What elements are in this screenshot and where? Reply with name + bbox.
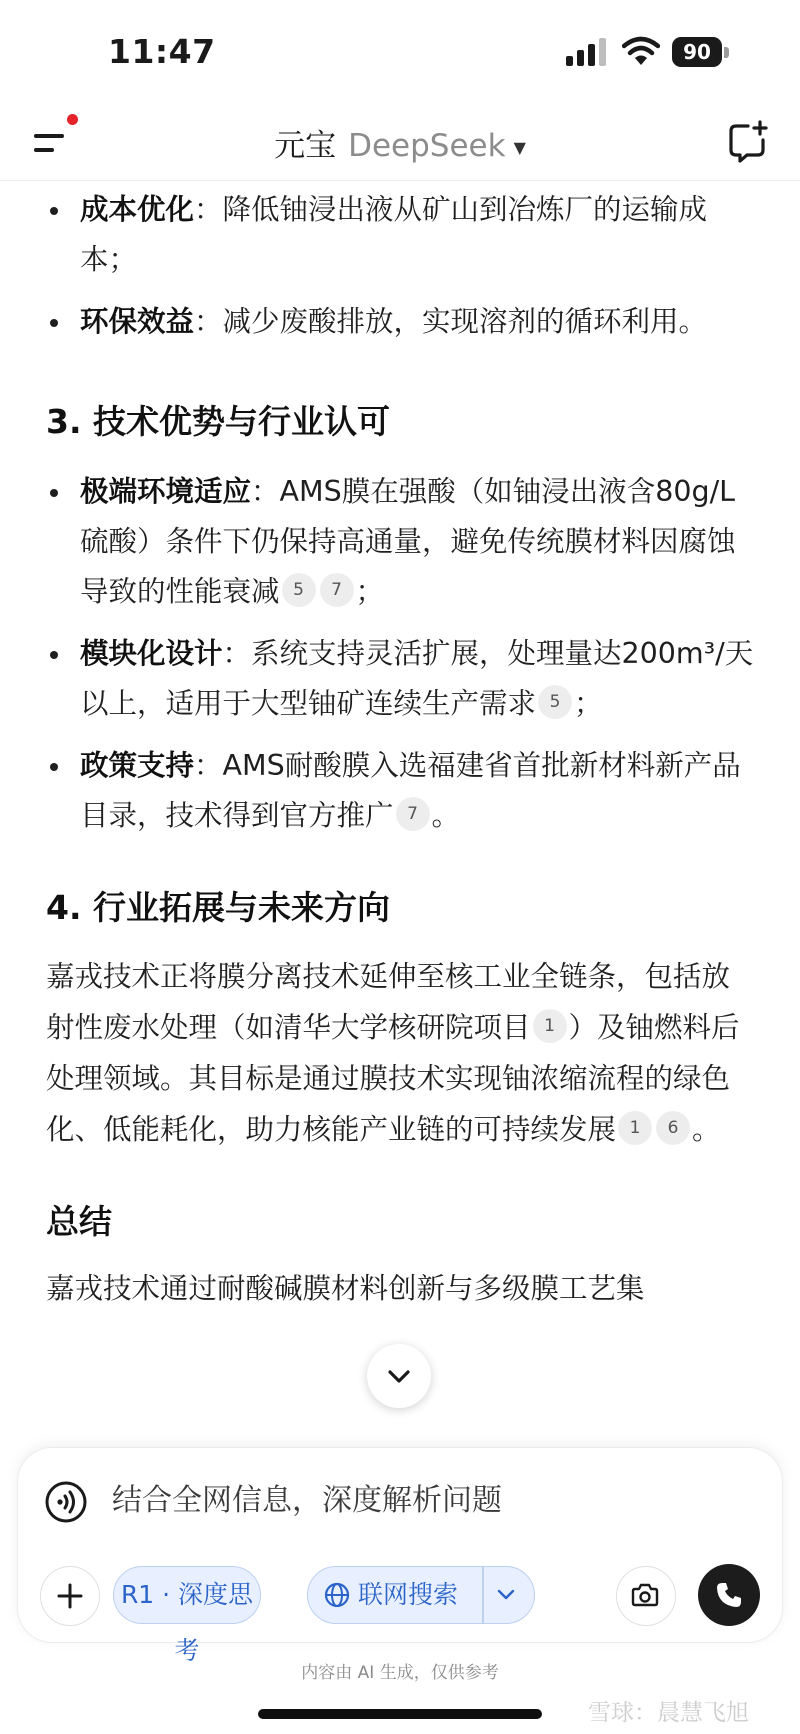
app-name: 元宝: [274, 128, 337, 164]
scroll-to-bottom-button[interactable]: [367, 1344, 431, 1408]
chevron-down-icon: [387, 1366, 411, 1386]
web-search-label: 联网搜索: [358, 1580, 459, 1609]
model-name: DeepSeek: [348, 128, 506, 164]
watermark: 雪球：晨慧飞旭: [588, 1700, 749, 1726]
globe-icon: [324, 1582, 350, 1608]
citation-badge[interactable]: 6: [656, 1111, 690, 1145]
phone-icon: [714, 1580, 744, 1610]
battery-icon: [672, 37, 730, 67]
citation-badge[interactable]: 7: [396, 797, 430, 831]
paragraph-partial: 嘉戎技术通过耐酸碱膜材料创新与多级膜工艺集: [46, 1272, 645, 1305]
bullet-list-top: [46, 185, 754, 347]
web-search-toggle[interactable]: [307, 1566, 535, 1624]
citation-badge[interactable]: 5: [538, 685, 572, 719]
battery-level: 90: [672, 37, 722, 67]
list-item: 环保效益：减少废酸排放，实现溶剂的循环利用。: [46, 297, 754, 347]
paragraph: 嘉戎技术正将膜分离技术延伸至核工业全链条，包括放射性废水处理（如清华大学核研院项目 1 ）及铀燃料后处理领域。其目标是通过膜技术实现铀浓缩流程的绿色化、低能耗化，助力核能产业链的可持续发展 1 6 。: [46, 960, 740, 1146]
wifi-icon: [622, 36, 660, 66]
caret-down-icon: ▼: [513, 138, 526, 157]
list-item: 极端环境适应：AMS膜在强酸（如铀浸出液含80g/L硫酸）条件下仍保持高通量，避免传统膜材料因腐蚀导致的性能衰减 5 7 ；: [46, 467, 754, 617]
chevron-down-icon[interactable]: [496, 1587, 516, 1603]
list-item: 成本优化：降低铀浸出液从矿山到冶炼厂的运输成本；: [46, 185, 754, 285]
status-time: 11:47: [108, 32, 216, 71]
chat-content[interactable]: [0, 181, 800, 1421]
deep-think-toggle[interactable]: [113, 1566, 261, 1665]
ai-disclaimer: 内容由 AI 生成，仅供参考: [301, 1663, 499, 1683]
home-indicator[interactable]: [258, 1709, 542, 1719]
model-selector[interactable]: [0, 120, 800, 165]
add-attachment-button[interactable]: [40, 1566, 100, 1626]
status-bar: [0, 0, 800, 100]
camera-icon: [631, 1582, 659, 1608]
list-item: 政策支持：AMS耐酸膜入选福建省首批新材料新产品目录，技术得到官方推广 7 。: [46, 741, 754, 841]
citation-badge[interactable]: 7: [320, 573, 354, 607]
citation-badge[interactable]: 5: [282, 573, 316, 607]
plus-icon: [41, 1567, 99, 1625]
bullet-list-section3: [46, 467, 754, 841]
citation-badge[interactable]: 1: [618, 1111, 652, 1145]
new-chat-icon[interactable]: [726, 120, 770, 164]
camera-button[interactable]: [616, 1566, 676, 1626]
message-input[interactable]: [112, 1476, 712, 1524]
deep-think-label: R1 · 深度思考: [120, 1580, 254, 1665]
citation-badge[interactable]: 1: [533, 1009, 567, 1043]
voice-wave-icon[interactable]: [44, 1480, 88, 1524]
composer: [18, 1448, 782, 1665]
section-heading: 4. 行业拓展与未来方向: [46, 888, 390, 927]
list-item: 模块化设计：系统支持灵活扩展，处理量达200m³/天以上，适用于大型铀矿连续生产需求 5 ；: [46, 629, 754, 729]
signal-icon: [566, 38, 608, 66]
section-heading: 3. 技术优势与行业认可: [46, 402, 390, 441]
voice-call-button[interactable]: [698, 1564, 760, 1626]
app-header: [0, 100, 800, 181]
section-heading: 总结: [46, 1202, 112, 1241]
